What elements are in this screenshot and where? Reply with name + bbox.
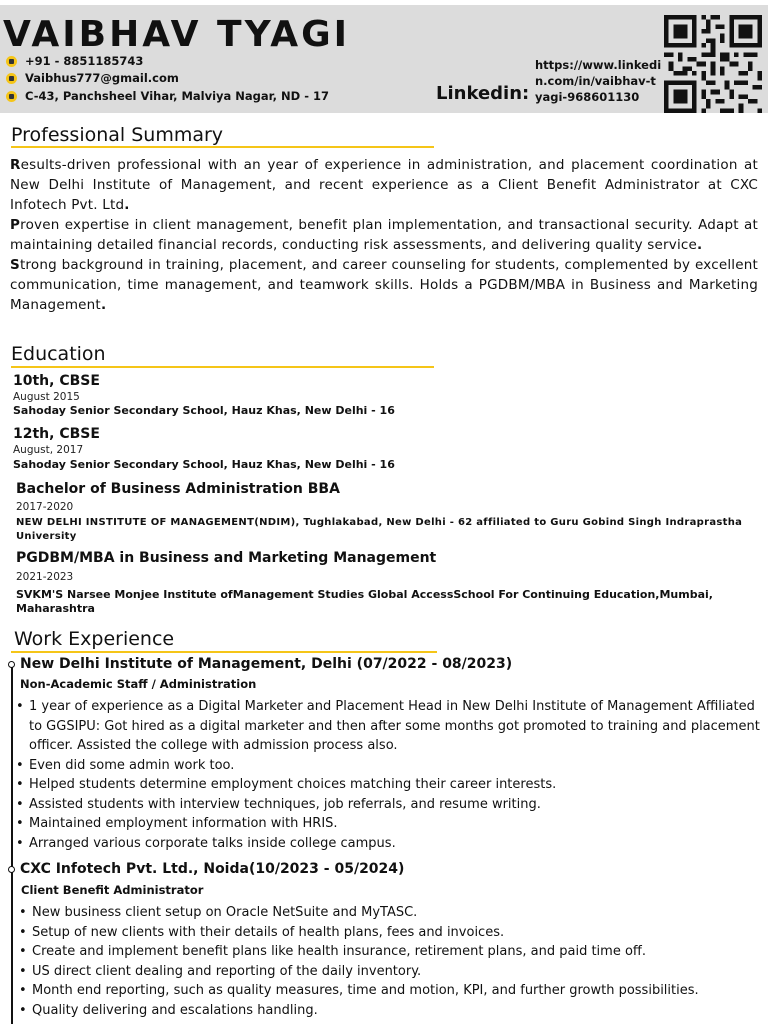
education-item <box>16 480 756 544</box>
list-item: • Create and implement benefit plans like health insurance, retirement plans, and paid time off. <box>19 942 763 962</box>
degree-title: Bachelor of Business Administration BBA <box>16 481 340 497</box>
degree-title: 12th, CBSE <box>13 426 100 442</box>
degree-date: 2021-2023 <box>16 571 74 583</box>
list-item: • Assisted students with interview techniques, job referrals, and resume writing. <box>16 795 760 815</box>
list-item: • New business client setup on Oracle NetSuite and MyTASC. <box>19 903 763 923</box>
email-icon <box>6 73 17 84</box>
school-name: Sahoday Senior Secondary School, Hauz Khas, New Delhi - 16 <box>13 404 395 417</box>
education-divider <box>11 366 434 368</box>
job-bullets <box>16 697 760 853</box>
summary-paragraph: Results-driven professional with an year of experience in administration, and placement coordination at New Delhi Institute of Management, and recent experience as a Client Benefit Administrator at CXC Infotech Pvt. Ltd. <box>10 157 758 213</box>
phone-number: +91 - 8851185743 <box>25 54 144 68</box>
linkedin-label: Linkedin: <box>436 83 530 104</box>
job-title: New Delhi Institute of Management, Delhi (07/2022 - 08/2023) <box>20 656 513 672</box>
degree-date: 2017-2020 <box>16 501 74 513</box>
degree-title: PGDBM/MBA in Business and Marketing Management <box>16 550 437 566</box>
education-item <box>13 425 753 472</box>
job-bullets <box>19 903 763 1020</box>
education-item <box>16 549 756 616</box>
degree-date: August 2015 <box>13 391 80 403</box>
degree-date: August, 2017 <box>13 444 84 456</box>
list-item: • Helped students determine employment choices matching their career interests. <box>16 775 760 795</box>
timeline-dot <box>8 661 15 668</box>
phone-contact <box>6 54 143 68</box>
list-item: • 1 year of experience as a Digital Marketer and Placement Head in New Delhi Institute of Management Affiliated to GGSIPU: Got hired as a digital marketer and then after some months got promoted to training and placement officer. Assisted the college with admission process also. <box>16 697 760 756</box>
summary-heading: Professional Summary <box>11 124 224 146</box>
list-item: • Quality delivering and escalations handling. <box>19 1001 763 1021</box>
list-item: • US direct client dealing and reporting of the daily inventory. <box>19 962 763 982</box>
school-name: NEW DELHI INSTITUTE OF MANAGEMENT(NDIM), Tughlakabad, New Delhi - 62 affiliated to Guru Gobind Singh Indraprastha University <box>16 517 743 542</box>
school-name: SVKM'S Narsee Monjee Institute ofManagement Studies Global AccessSchool For Continuing Education,Mumbai, Maharashtra <box>16 588 713 615</box>
summary-divider <box>11 146 434 148</box>
resume-header <box>0 5 768 113</box>
list-item: • Even did some admin work too. <box>16 756 760 776</box>
timeline-line <box>11 664 13 1024</box>
experience-heading: Work Experience <box>14 628 175 650</box>
email-contact <box>6 71 179 85</box>
job-role: Client Benefit Administrator <box>21 883 204 897</box>
postal-address: C-43, Panchsheel Vihar, Malviya Nagar, ND - 17 <box>25 89 329 103</box>
education-heading: Education <box>11 343 106 365</box>
list-item: • Arranged various corporate talks inside college campus. <box>16 834 760 854</box>
list-item: • Month end reporting, such as quality measures, time and motion, KPI, and further growth possibilities. <box>19 981 763 1001</box>
job-title: CXC Infotech Pvt. Ltd., Noida(10/2023 - 05/2024) <box>20 861 405 877</box>
email-address[interactable]: Vaibhus777@gmail.com <box>25 71 179 85</box>
summary-body <box>10 155 758 315</box>
school-name: Sahoday Senior Secondary School, Hauz Khas, New Delhi - 16 <box>13 458 395 471</box>
experience-divider <box>11 651 437 653</box>
linkedin-url[interactable]: https://www.linkedin.com/in/vaibhav-tyagi-968601130 <box>535 58 662 104</box>
location-pin-icon <box>6 91 17 102</box>
list-item: • Maintained employment information with HRIS. <box>16 814 760 834</box>
summary-paragraph: Strong background in training, placement, and career counseling for students, complemented by excellent communication, time management, and teamwork skills. Holds a PGDBM/MBA in Business and Marketing Management. <box>10 257 758 313</box>
phone-icon <box>6 56 17 67</box>
timeline-dot <box>8 866 15 873</box>
degree-title: 10th, CBSE <box>13 373 100 389</box>
education-item <box>13 372 753 418</box>
summary-paragraph: Proven expertise in client management, benefit plan implementation, and transactional security. Adapt at maintaining detailed financial records, conducting risk assessments, and delivering quality service. <box>10 217 758 253</box>
candidate-name: VAIBHAV TYAGI <box>3 14 351 55</box>
address-contact <box>6 89 329 103</box>
qr-code-icon <box>664 15 762 113</box>
job-role: Non-Academic Staff / Administration <box>20 677 257 691</box>
list-item: • Setup of new clients with their details of health plans, fees and invoices. <box>19 923 763 943</box>
